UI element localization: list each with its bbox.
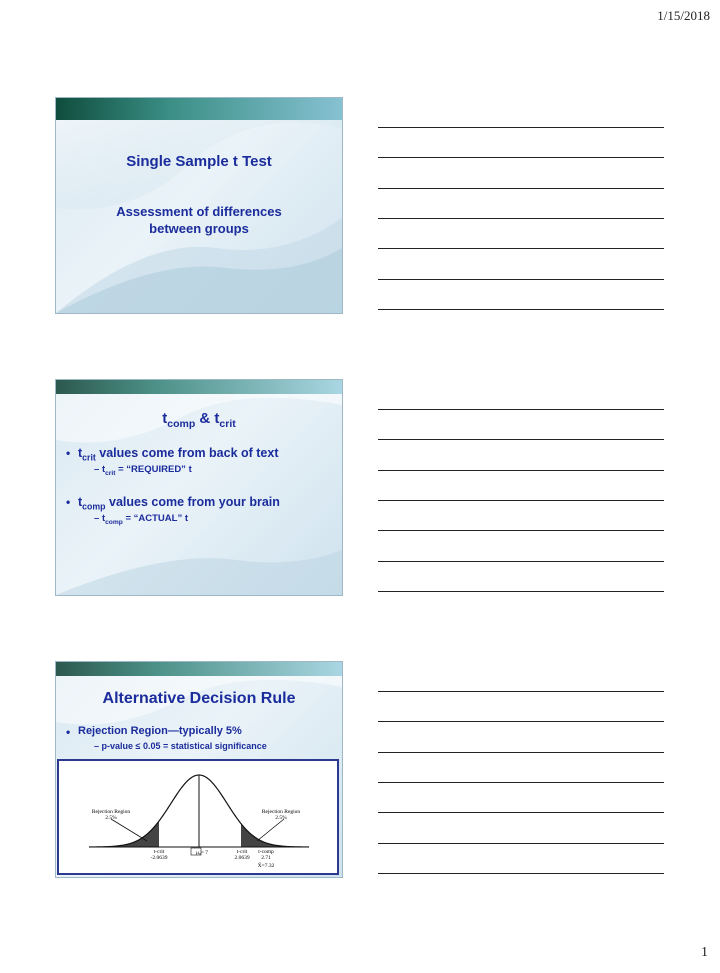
tcrit-left-label: t-crit [153, 849, 165, 855]
tcrit-left-value: -2.0639 [150, 855, 168, 861]
note-line [378, 248, 664, 249]
title-t: t [162, 410, 168, 427]
note-line [378, 721, 664, 722]
slide-top-band [56, 380, 342, 394]
note-line [378, 812, 664, 813]
right-region-label: Rejection Region [261, 809, 301, 815]
note-line [378, 591, 664, 592]
mu-label: μ₀= 7 [195, 850, 209, 856]
note-line [378, 157, 664, 158]
note-line [378, 843, 664, 844]
dash: – [94, 513, 102, 524]
note-line [378, 691, 664, 692]
title-amp-t: & t [195, 410, 220, 427]
note-line [378, 752, 664, 753]
left-region-pct: 2.5% [105, 815, 117, 821]
slide-top-band [56, 662, 342, 676]
header-date: 1/15/2018 [657, 8, 710, 23]
sub-bullet-2-text: = “ACTUAL” t [122, 513, 189, 524]
slide-title: Alternative Decision Rule [102, 690, 296, 707]
slide-2 [55, 379, 343, 596]
sub-bullet-1 [94, 464, 332, 477]
note-line [378, 439, 664, 440]
note-line [378, 561, 664, 562]
note-line [378, 409, 664, 410]
dash: – [94, 464, 102, 475]
note-line [378, 873, 664, 874]
sub-bullet-2-t: t [101, 513, 106, 524]
note-line [378, 470, 664, 471]
bullet-1-t: t [78, 446, 83, 460]
note-line [378, 218, 664, 219]
bullet-dot-icon: • [66, 495, 71, 509]
left-region-label: Rejection Region [91, 809, 131, 815]
slide-top-band [56, 98, 342, 120]
tcrit-right-label: t-crit [236, 849, 248, 855]
title-sub-crit: crit [219, 418, 236, 430]
dash: – [94, 741, 102, 751]
tcomp-value: 2.71 [261, 855, 271, 861]
left-region-pointer [111, 819, 147, 841]
title-sub-comp: comp [167, 418, 196, 430]
bullet-dot-icon: • [66, 446, 71, 460]
bullet-2-text: values come from your brain [105, 495, 280, 509]
sub-bullet-1-text: = “REQUIRED” t [115, 464, 192, 475]
page-number: 1 [701, 945, 708, 960]
bullet-1-text: values come from back of text [95, 446, 279, 460]
note-line [378, 279, 664, 280]
right-rejection-region [241, 824, 309, 847]
sub-bullet-1-sub: crit [105, 469, 116, 477]
note-line [378, 782, 664, 783]
xbar-label: X̄=7.32 [257, 863, 275, 869]
sub-bullet-2 [94, 513, 332, 526]
subtitle-line-2: between groups [149, 221, 249, 236]
right-region-pointer [257, 819, 284, 841]
slide-subtitle [56, 203, 342, 237]
bullet-2-t: t [78, 495, 83, 509]
slide-3 [55, 661, 343, 878]
bullet-dot-icon: • [66, 725, 71, 739]
bullet-1 [66, 725, 332, 739]
slide-title: Single Sample t Test [126, 153, 272, 170]
bullet-1 [66, 446, 332, 463]
sub-bullet-1 [94, 741, 332, 751]
note-line [378, 309, 664, 310]
tcrit-right-value: 2.0639 [234, 855, 250, 861]
right-region-pct: 2.5% [275, 815, 287, 821]
bullet-2 [66, 495, 332, 512]
note-line [378, 500, 664, 501]
tcomp-label: t-comp [258, 849, 274, 855]
bullet-1-sub: crit [82, 452, 96, 463]
note-line [378, 188, 664, 189]
subtitle-line-1: Assessment of differences [116, 204, 282, 219]
slide-title [56, 410, 342, 430]
note-line [378, 127, 664, 128]
bullet-1-text: Rejection Region—typically 5% [78, 725, 242, 737]
note-line [378, 530, 664, 531]
sub-bullet-1-t: t [101, 464, 106, 475]
sub-bullet-1-text: p-value ≤ 0.05 = statistical significance [101, 741, 267, 751]
sub-bullet-2-sub: comp [105, 518, 123, 526]
slide-1 [55, 97, 343, 314]
normal-distribution-figure [57, 759, 339, 875]
left-rejection-region [89, 821, 159, 847]
bullet-2-sub: comp [82, 501, 106, 512]
normal-curve-svg [59, 761, 337, 873]
